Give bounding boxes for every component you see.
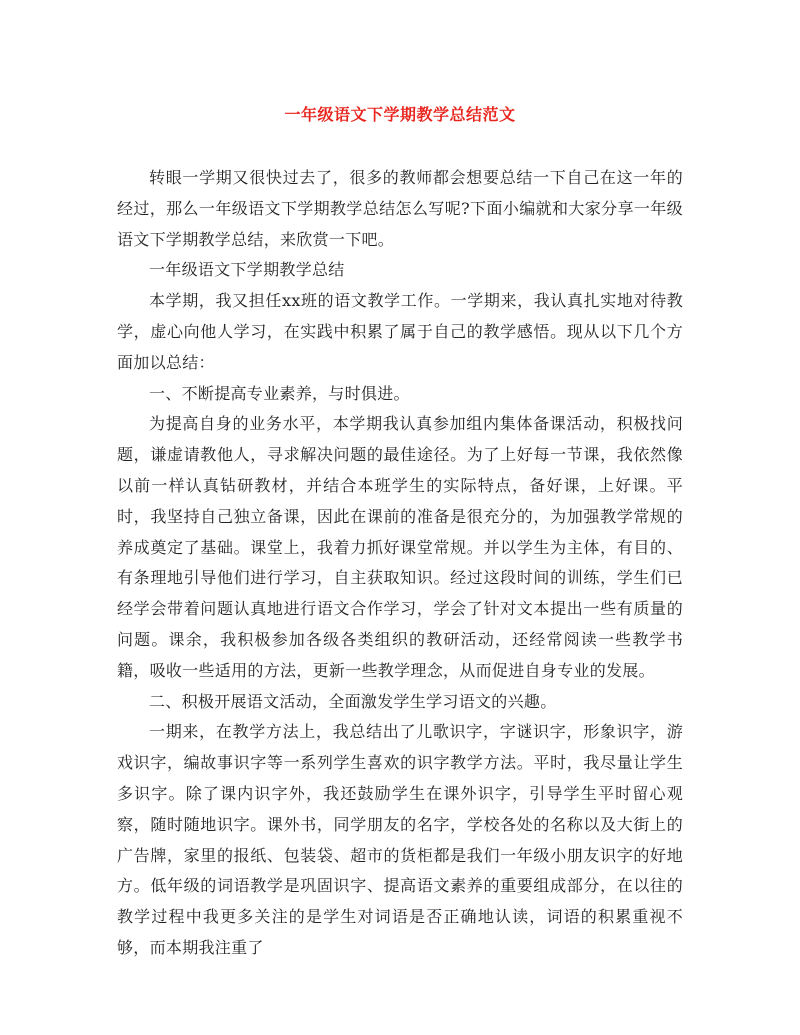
paragraph-section-1: 为提高自身的业务水平，本学期我认真参加组内集体备课活动，积极找问题，谦虚请教他人，寻求解决问题的最佳途径。为了上好每一节课，我依然像以前一样认真钻研教材，并结合本班学生的实际特点，备好课，上好课。平时，我坚持自己独立备课，因此在课前的准备是很充分的，为加强教学常规的养成奠定了基础。课堂上，我着力抓好课堂常规。并以学生为主体，有目的、有条理地引导他们进行学习，自主获取知识。经过这段时间的训练，学生们已经学会带着问题认真地进行语文合作学习，学会了针对文本提出一些有质量的问题。课余，我积极参加各级各类组织的教研活动，还经常阅读一些教学书籍，吸收一些适用的方法，更新一些教学理念，从而促进自身专业的发展。 <box>117 414 683 680</box>
section-heading-1: 一、不断提高专业素养，与时俱进。 <box>149 383 410 403</box>
section-heading-2: 二、积极开展语文活动，全面激发学生学习语文的兴趣。 <box>149 691 557 711</box>
paragraph-subheading: 一年级语文下学期教学总结 <box>149 260 345 280</box>
paragraph-overview: 本学期，我又担任xx班的语文教学工作。一学期来，我认真扎实地对待教学，虚心向他人学习，在实践中积累了属于自己的教学感悟。现从以下几个方面加以总结： <box>117 291 683 372</box>
paragraph-intro: 转眼一学期又很快过去了，很多的教师都会想要总结一下自己在这一年的经过，那么一年级语文下学期教学总结怎么写呢?下面小编就和大家分享一年级语文下学期教学总结，来欣赏一下吧。 <box>117 168 683 249</box>
document-title: 一年级语文下学期教学总结范文 <box>284 105 516 124</box>
document-body <box>117 163 683 964</box>
paragraph-section-2: 一期来，在教学方法上，我总结出了儿歌识字，字谜识字，形象识字，游戏识字，编故事识字等一系列学生喜欢的识字教学方法。平时，我尽量让学生多识字。除了课内识字外，我还鼓励学生在课外识字，引导学生平时留心观察，随时随地识字。课外书，同学朋友的名字，学校各处的名称以及大街上的广告牌，家里的报纸、包装袋、超市的货柜都是我们一年级小朋友识字的好地方。低年级的词语教学是巩固识字、提高语文素养的重要组成部分，在以往的教学过程中我更多关注的是学生对词语是否正确地认读，词语的积累重视不够，而本期我注重了 <box>117 722 683 957</box>
